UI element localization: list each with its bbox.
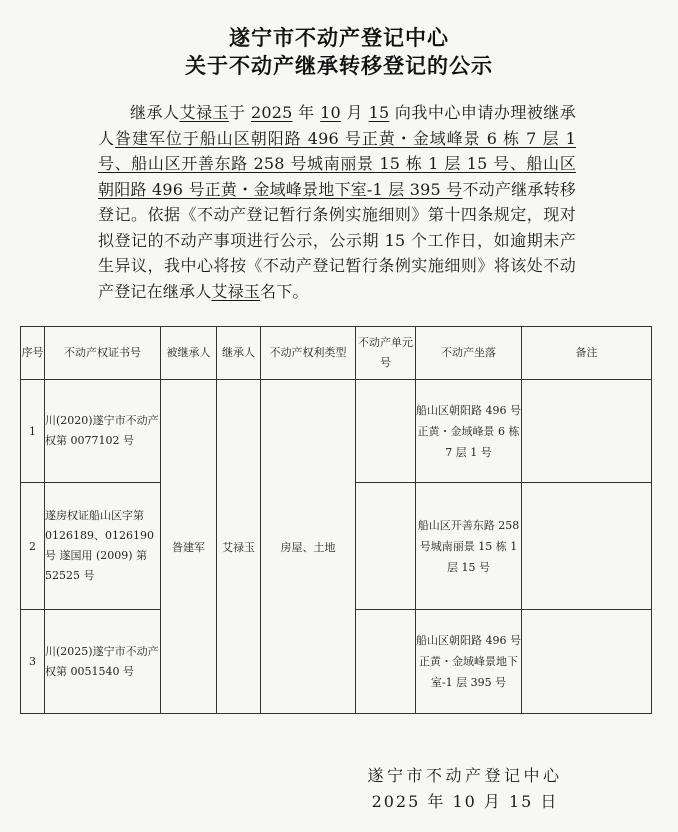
header-right-type: 不动产权利类型 [261,327,356,380]
row-remarks [522,483,652,610]
heir-name-cell: 艾禄玉 [217,380,261,714]
notice-body [98,100,576,304]
right-type: 房屋、土地 [261,380,356,714]
header-location: 不动产坐落 [416,327,522,380]
decedent-property: 昝建军位于船山区朝阳路 496 号正黄・金域峰景 6 栋 7 层 1 号、船山区开善东路 258 号城南丽景 15 栋 1 层 15 号、船山区朝阳路 496 号正黄・金域峰景地下室-1 层 395 号 [98,128,577,199]
text-heir-prefix: 继承人 [130,103,180,122]
row-remarks [522,380,652,483]
row-remarks [522,610,652,714]
row-cert: 川(2025)遂宁市不动产权第 0051540 号 [45,610,161,714]
property-table [20,326,652,714]
header-cert: 不动产权证书号 [45,327,161,380]
row-location: 船山区开善东路 258 号城南丽景 15 栋 1 层 15 号 [416,483,522,610]
header-seq: 序号 [21,327,45,380]
text-apply-on: 于 [228,103,251,122]
apply-month: 10 [320,103,341,122]
decedent-name: 昝建军 [161,380,217,714]
header-heir: 继承人 [217,327,261,380]
row-cert: 川(2020)遂宁市不动产权第 0077102 号 [45,380,161,483]
row-seq: 3 [21,610,45,714]
text-legal-basis: 不动产继承转移登记。依据《不动产登记暂行条例实施细则》第十四条规定，现对拟登记的不动产事项进行公示，公示期 15 个工作日，如逾期未产生异议，我中心将按《不动产登记暂行条例实施细则》将该处不动产登记在继承人 [98,179,576,301]
signature-date: 2025 年 10 月 15 日 [371,792,559,811]
row-location: 船山区朝阳路 496 号正黄・金域峰景地下室-1 层 395 号 [416,610,522,714]
table-row [21,380,652,483]
apply-year: 2025 [251,103,293,122]
notice-title-line-1: 遂宁市不动产登记中心 [229,26,449,50]
notice-paragraph [98,100,576,304]
row-seq: 1 [21,380,45,483]
signature-org: 遂宁市不动产登记中心 [367,766,563,785]
row-seq: 2 [21,483,45,610]
row-unit [356,483,416,610]
apply-day: 15 [368,103,390,122]
text-month: 月 [340,103,369,122]
header-decedent: 被继承人 [161,327,217,380]
table-header-row [21,327,652,380]
row-cert: 遂房权证船山区字第 0126189、0126190 号 遂国用 (2009) 第 52525 号 [45,483,161,610]
text-request: 向我中心申请办理被继承人 [98,103,576,148]
heir-name: 艾禄玉 [179,103,229,122]
text-year: 年 [292,103,321,122]
header-unit: 不动产单元号 [356,327,416,380]
header-remarks: 备注 [522,327,652,380]
row-unit [356,610,416,714]
row-location: 船山区朝阳路 496 号正黄・金域峰景 6 栋 7 层 1 号 [416,380,522,483]
notice-title-line-2: 关于不动产继承转移登记的公示 [185,54,493,78]
row-unit [356,380,416,483]
text-closing: 名下。 [260,281,309,301]
heir-name-repeat: 艾禄玉 [211,281,261,301]
